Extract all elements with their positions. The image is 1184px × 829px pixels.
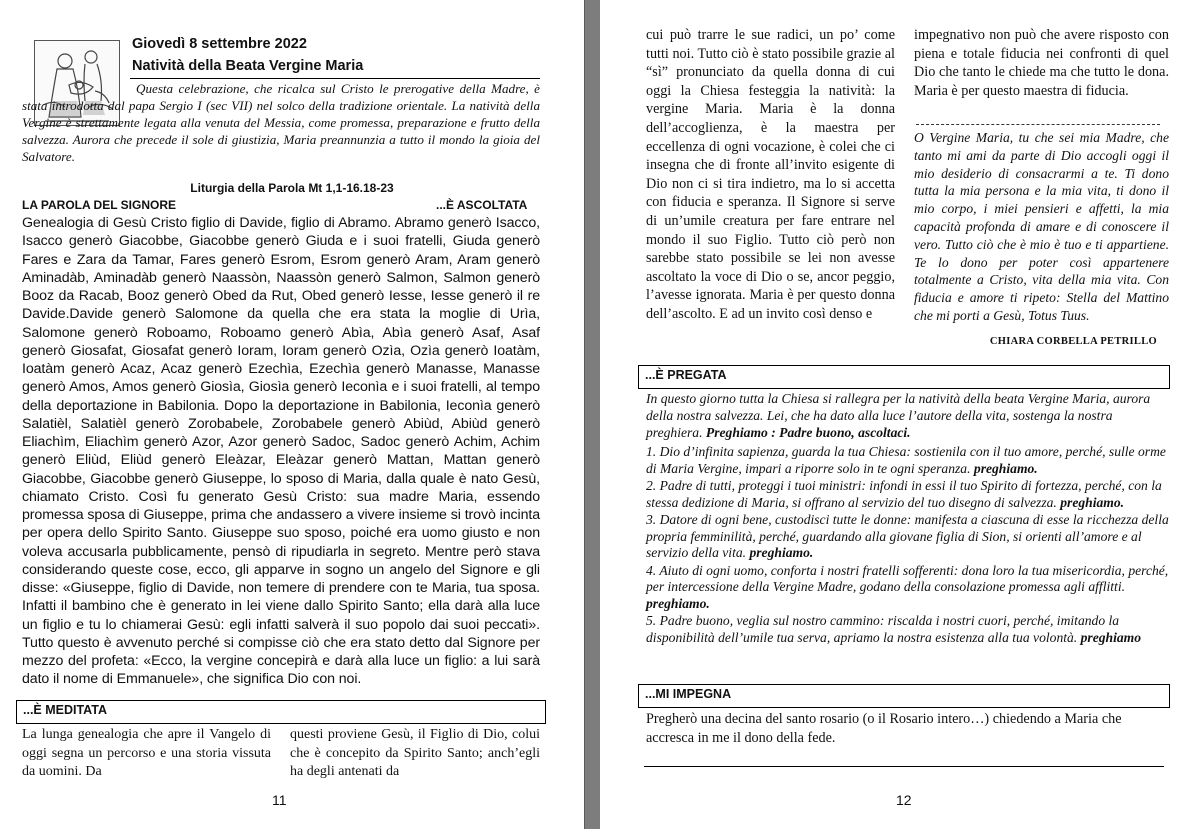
left-page	[0, 0, 584, 829]
word-label: LA PAROLA DEL SIGNORE	[22, 198, 177, 212]
intention-response: preghiamo.	[749, 545, 814, 560]
commit-label: ...MI IMPEGNA	[645, 687, 732, 701]
intention-text: 5. Padre buono, veglia sul nostro cammino: riscalda i nostri cuori, perché, imitando la disponibilità dell’umile tua serva, apriamo la nostra esistenza alla tua volontà.	[646, 613, 1120, 645]
commit-header	[638, 684, 1170, 708]
intention-response: preghiamo	[1080, 629, 1142, 645]
reflection-col2: impegnativo non può che avere risposto con piena e totale fiducia nei confronti di quel Dio che tanto le chiede ma che tutto le dona. Maria è per questo maestra di fiducia.	[914, 27, 1169, 99]
quote-rule	[916, 124, 1160, 125]
intention-item	[646, 563, 1170, 613]
intention-item	[646, 613, 1170, 646]
intention-response: preghiamo.	[1060, 494, 1125, 510]
intention-text: 4. Aiuto di ogni uomo, conforta i nostri fratelli sofferenti: dona loro la tua misericordia, perché, per intercessione della Vergine Madre, godano della consolazione promessa agli afflitti.	[646, 562, 1169, 594]
intention-text: 3. Datore di ogni bene, custodisci tutte le donne: manifesta a ciascuna di esse la ricchezza della propria femminilità, perché, guardando alla giovane figlia di Sion, si orienti all’amore e al servizio della vita.	[646, 512, 1169, 560]
bottom-rule	[644, 766, 1164, 767]
meditated-label: ...È MEDITATA	[23, 703, 108, 717]
reflection-col1: cui può trarre le sue radici, un po’ come tutti noi. Tutto ciò è stato possibile grazie al “sì” pronunciato da quella donna di cui oggi la Chiesa festeggia la natività: la vergine Maria. Maria è la donna dell’accoglienza, è la maestra per eccellenza di ogni vocazione, è colei che ci insegna che di fronte all’invito esigente di Dio non ci si tira indietro, ma lo si accetta con fiducia e speranza. Il Signore si serve di un’umile creatura per fare entrare nel mondo il suo Figlio. Tutto ciò però non sarebbe stato possibile se lei non avesse ascoltato la voce di Dio o se, ancor peggio, l’avesse ignorata. Maria è per questo donna dell’ascolto. E ad un invito così denso e	[646, 27, 895, 322]
meditation-col2: questi proviene Gesù, il Figlio di Dio, colui che è concepito da Spirito Santo; anch’egli ha degli antenati da	[290, 727, 540, 779]
gospel-text: Genealogia di Gesù Cristo figlio di Davide, figlio di Abramo. Abramo generò Isacco, Isacco generò Giacobbe, Giacobbe generò Giuda e i suoi fratelli, Giuda generò Fares e Zara da Tamar, Fares generò Esrom, Esrom generò Aram, Aram generò Aminadàb, Aminadàb generò Naassòn, Naassòn generò Salmon, Salmon generò Booz da Racab, Booz generò Obed da Rut, Obed generò Iesse, Iesse generò il re Davide.Davide generò Salomone da quella che era stata la moglie di Urìa, Salomone generò Roboamo, Roboamo generò Abìa, Abìa generò Asaf, Asaf generò Giosafat, Giosafat generò Ioram, Ioram generò Ozìa, Ozìa generò Ioatàm, Ioatàm generò Acaz, Acaz generò Ezechìa, Ezechìa generò Manasse, Manasse generò Amos, Amos generò Giosìa, Giosìa generò Ieconìa e i suoi fratelli, al tempo della deportazione in Babilonia. Dopo la deportazione in Babilonia, Ieconìa generò Salatièl, Salatièl generò Zorobabele, Zorobabele generò Abiùd, Abiùd generò Eliachìm, Eliachìm generò Azor, Azor generò Sadoc, Sadoc generò Achim, Achim generò Eliùd, Eliùd generò Eleàzar, Eleàzar generò Mattan, Mattan generò Giacobbe, Giacobbe generò Giuseppe, lo sposo di Maria, dalla quale è nato Gesù, chiamato Cristo. Così fu generato Gesù Cristo: sua madre Maria, essendo promessa sposa di Giuseppe, prima che andassero a vivere insieme si trovò incinta per opera dello Spirito Santo. Giuseppe suo sposo, poiché era uomo giusto e non voleva accusarla pubblicamente, pensò di ripudiarla in segreto. Mentre però stava considerando queste cose, ecco, gli apparve in sogno un angelo del Signore e gli disse: «Giuseppe, figlio di Davide, non temere di prendere con te Maria, tua sposa. Infatti il bambino che è generato in lei viene dallo Spirito Santo; ella darà alla luce un figlio e tu lo chiamerai Gesù: egli infatti salverà il suo popolo dai suoi peccati». Tutto questo è avvenuto perché si compisse ciò che era stato detto dal Signore per mezzo del profeta: «Ecco, la vergine concepirà e darà alla luce un figlio: a lui sarà dato il nome di Emmanuele», che significa Dio con noi.	[22, 215, 540, 688]
intention-item	[646, 444, 1170, 477]
page-number-right: 12	[896, 792, 912, 808]
meditation-col1: La lunga genealogia che apre il Vangelo di oggi segna un percorso e una storia vissuta da uomini. Da	[22, 727, 271, 779]
prayed-intro-text: In questo giorno tutta la Chiesa si rallegra per la natività della beata Vergine Maria, aurora della nostra salvezza. Lei, che ha dato alla luce l’autore della vita, sostenga la nostra preghiera.	[646, 391, 1151, 440]
prayer-quote: O Vergine Maria, tu che sei mia Madre, che tanto mi ami da parte di Dio accogli oggi il mio desiderio di consacrarmi a te. Ti dono tutta la mia persona e la mia vita, ti dono il mio corpo, i miei pensieri e affetti, la mia capacità profonda di amare e di conoscere il vero. Tutto ciò che è mio è tuo e ti appartiene. Te lo dono per poter così appartenere totalmente a Cristo, vita della mia vita. Con fiducia e amore ti ripeto: Stella del Mattino che mi porti a Gesù, Totus Tuus.	[914, 130, 1169, 323]
date-heading: Giovedì 8 settembre 2022	[132, 36, 307, 52]
meditated-header	[16, 700, 546, 724]
prayed-label: ...È PREGATA	[645, 368, 727, 382]
intention-item	[646, 478, 1170, 511]
prayer-response: Preghiamo : Padre buono, ascoltaci.	[705, 425, 911, 440]
feast-title: Natività della Beata Vergine Maria	[132, 58, 364, 74]
intention-response: preghiamo.	[973, 460, 1038, 476]
commit-text: Pregherò una decina del santo rosario (o il Rosario intero…) chiedendo a Maria che accresca in me il dono della fede.	[646, 711, 1122, 746]
intention-item	[646, 512, 1170, 562]
intention-text: 1. Dio d’infinita sapienza, guarda la tua Chiesa: sostienila con il tuo amore, perché, sulle orme di Maria Vergine, impari a riporre solo in te ogni speranza.	[646, 444, 1166, 476]
page-number-left: 11	[272, 792, 287, 808]
listened-label: ...È ASCOLTATA	[436, 198, 528, 212]
intention-response: preghiamo.	[646, 595, 710, 611]
intentions-list	[646, 444, 1170, 646]
prayed-intro	[646, 390, 1170, 441]
prayed-header	[638, 365, 1170, 389]
right-page	[600, 0, 1184, 829]
quote-author: CHIARA CORBELLA PETRILLO	[989, 336, 1157, 347]
intention-text: 2. Padre di tutti, proteggi i tuoi ministri: infondi in essi il tuo Spirito di fortezza, perché, con la stessa dedizione di Maria, si offrano al servizio del tuo disegno di salvezza.	[646, 478, 1162, 510]
title-rule	[130, 78, 540, 79]
liturgy-title: Liturgia della Parola Mt 1,1-16.18-23	[190, 181, 394, 195]
intro-paragraph: Questa celebrazione, che ricalca sul Cristo le prerogative della Madre, è stata introdotta dal papa Sergio I (sec VII) nel solco della tradizione orientale. La natività della Vergine è strettamente legata alla venuta del Messia, come promessa, preparazione e frutto della salvezza. Aurora che precede il sole di giustizia, Maria preannunzia a tutto il mondo la gioia del Salvatore.	[22, 81, 540, 164]
